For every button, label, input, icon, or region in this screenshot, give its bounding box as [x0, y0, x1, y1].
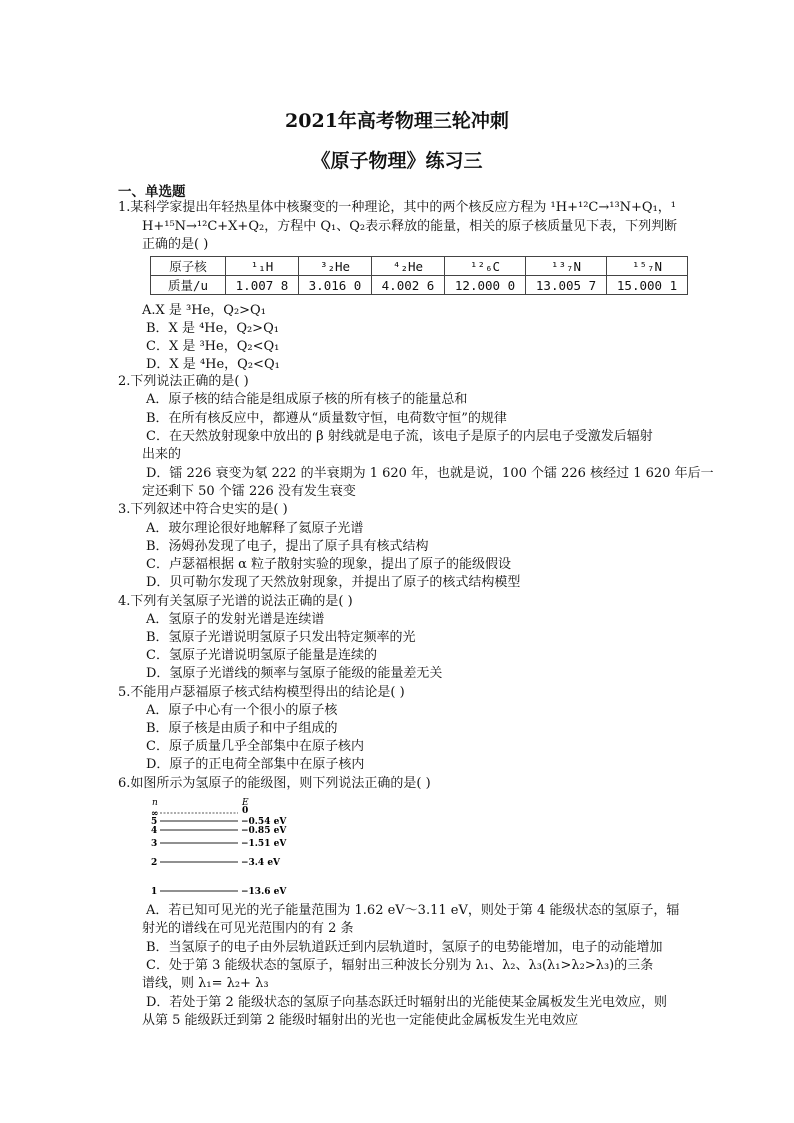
- question-6-option-d: D．若处于第 2 能级状态的氢原子向基态跃迁时辐射出的光能使某金属板发生光电效应，则: [146, 995, 667, 1010]
- question-5-stem: 5.不能用卢瑟福原子核式结构模型得出的结论是( ): [118, 685, 405, 700]
- section-heading: 一、单选题: [118, 184, 186, 200]
- question-6-option-d-cont: 从第 5 能级跃迁到第 2 能级时辐射出的光也一定能使此金属板发生光电效应: [142, 1013, 579, 1028]
- question-1-option-d: D．X 是 ⁴He，Q₂<Q₁: [146, 357, 280, 372]
- question-6-option-a-cont: 射光的谱线在可见光范围内的有 2 条: [142, 921, 354, 936]
- table-header-cell: ¹₁H: [226, 257, 299, 276]
- table-cell: 15.000 1: [607, 276, 688, 295]
- question-6-stem: 6.如图所示为氢原子的能级图，则下列说法正确的是( ): [118, 776, 431, 791]
- table-header-cell: ³₂He: [299, 257, 372, 276]
- question-3-stem: 3.下列叙述中符合史实的是( ): [118, 502, 288, 517]
- n-axis-label: n: [152, 798, 158, 808]
- question-2-option-d-cont: 定还剩下 50 个镭 226 没有发生衰变: [142, 484, 356, 499]
- level-energy-label: −13.6 eV: [241, 887, 287, 897]
- question-5-option-b: B．原子核是由质子和中子组成的: [146, 721, 338, 736]
- question-5-option-c: C．原子质量几乎全部集中在原子核内: [146, 739, 364, 754]
- level-n-label: ∞: [151, 809, 159, 819]
- question-3-option-b: B．汤姆孙发现了电子，提出了原子具有核式结构: [146, 539, 429, 554]
- nucleus-mass-table: [150, 256, 688, 295]
- question-4-stem: 4.下列有关氢原子光谱的说法正确的是( ): [118, 594, 353, 609]
- question-4-option-a: A．氢原子的发射光谱是连续谱: [146, 612, 325, 627]
- e-axis-label: E: [242, 798, 249, 808]
- table-header-cell: ¹²₆C: [445, 257, 526, 276]
- table-header-cell: ¹³₇N: [526, 257, 607, 276]
- question-2-option-d: D．镭 226 衰变为氡 222 的半衰期为 1 620 年，也就是说，100 个镭 226 核经过 1 620 年后一: [146, 466, 714, 481]
- question-3-option-c: C．卢瑟福根据 α 粒子散射实验的现象，提出了原子的能级假设: [146, 557, 511, 572]
- question-6-option-a: A．若已知可见光的光子能量范围为 1.62 eV～3.11 eV，则处于第 4 能级状态的氢原子，辐: [146, 903, 680, 918]
- question-1-option-a: A.X 是 ³He，Q₂>Q₁: [142, 303, 266, 318]
- question-2-option-c-cont: 出来的: [142, 447, 182, 462]
- question-2-option-c: C．在天然放射现象中放出的 β 射线就是电子流，该电子是原子的内层电子受激发后辐射: [146, 429, 653, 444]
- table-header-cell: 原子核: [151, 257, 226, 276]
- question-6-option-c-cont: 谱线，则 λ₁= λ₂+ λ₃: [142, 976, 269, 991]
- table-row: [151, 276, 688, 295]
- question-3-option-a: A．玻尔理论很好地解释了氦原子光谱: [146, 521, 364, 536]
- table-cell: 13.005 7: [526, 276, 607, 295]
- level-energy-label: −1.51 eV: [241, 839, 287, 849]
- question-4-option-c: C．氢原子光谱说明氢原子能量是连续的: [146, 648, 377, 663]
- page-subtitle: 《原子物理》练习三: [311, 150, 483, 172]
- level-n-label: 3: [151, 839, 158, 849]
- table-header-row: [151, 257, 688, 276]
- question-1-line-2: H+¹⁵N→¹²C+X+Q₂，方程中 Q₁、Q₂表示释放的能量，相关的原子核质量见下表，下列判断: [142, 219, 678, 234]
- question-4-option-d: D．氢原子光谱线的频率与氢原子能级的能量差无关: [146, 666, 443, 681]
- table-header-cell: ¹⁵₇N: [607, 257, 688, 276]
- level-n-label: 5: [151, 817, 158, 827]
- question-1-option-c: C．X 是 ³He，Q₂<Q₁: [146, 339, 280, 354]
- level-n-label: 1: [151, 887, 158, 897]
- table-cell: 4.002 6: [372, 276, 445, 295]
- table-row-label: 质量/u: [151, 276, 226, 295]
- energy-level-diagram: [140, 794, 300, 898]
- table-header-cell: ⁴₂He: [372, 257, 445, 276]
- level-energy-label: −3.4 eV: [241, 858, 281, 868]
- question-4-option-b: B．氢原子光谱说明氢原子只发出特定频率的光: [146, 630, 416, 645]
- level-n-label: 4: [151, 826, 158, 836]
- table-cell: 3.016 0: [299, 276, 372, 295]
- question-2-option-b: B．在所有核反应中，都遵从“质量数守恒，电荷数守恒”的规律: [146, 411, 507, 426]
- question-1-option-b: B．X 是 ⁴He，Q₂>Q₁: [146, 321, 279, 336]
- question-2-option-a: A．原子核的结合能是组成原子核的所有核子的能量总和: [146, 392, 468, 407]
- question-5-option-d: D．原子的正电荷全部集中在原子核内: [146, 757, 365, 772]
- level-energy-label: −0.54 eV: [241, 817, 287, 827]
- question-2-stem: 2.下列说法正确的是( ): [118, 374, 249, 389]
- question-1-line-3: 正确的是( ): [142, 237, 209, 252]
- question-6-option-b: B．当氢原子的电子由外层轨道跃迁到内层轨道时，氢原子的电势能增加，电子的动能增加: [146, 940, 663, 955]
- question-6-option-c: C．处于第 3 能级状态的氢原子，辐射出三种波长分别为 λ₁、λ₂、λ₃(λ₁>λ₂>λ₃)的三条: [146, 958, 654, 973]
- page-title: 2021年高考物理三轮冲刺: [285, 110, 509, 132]
- level-energy-label: −0.85 eV: [241, 826, 287, 836]
- level-energy-label: 0: [242, 806, 249, 816]
- table-cell: 1.007 8: [226, 276, 299, 295]
- question-5-option-a: A．原子中心有一个很小的原子核: [146, 703, 338, 718]
- question-1-line-1: 1.某科学家提出年轻热星体中核聚变的一种理论，其中的两个核反应方程为 ¹H+¹²C→¹³N+Q₁，¹: [118, 200, 677, 215]
- table-cell: 12.000 0: [445, 276, 526, 295]
- question-3-option-d: D．贝可勒尔发现了天然放射现象，并提出了原子的核式结构模型: [146, 575, 521, 590]
- level-n-label: 2: [151, 858, 158, 868]
